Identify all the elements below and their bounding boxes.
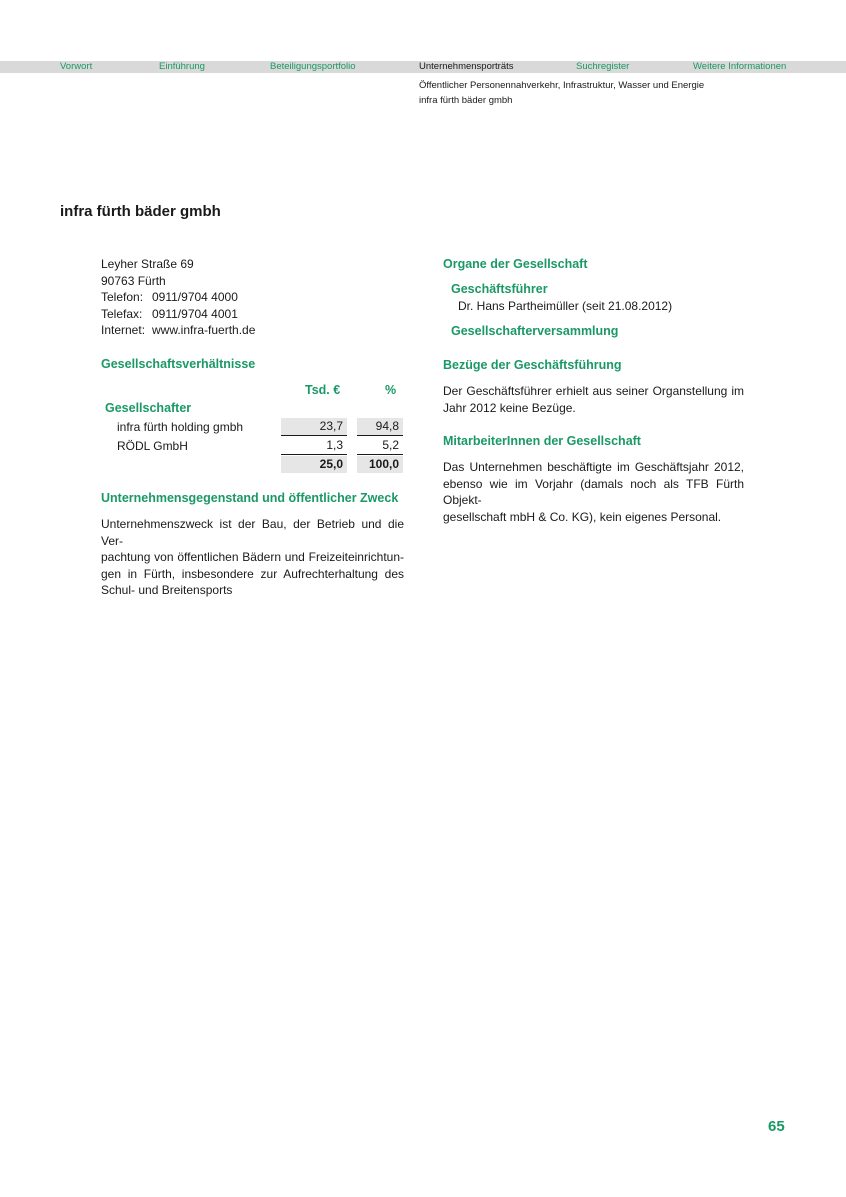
heading-gesellschaftsverhaeltnisse: Gesellschaftsverhältnisse [101, 357, 256, 371]
shareholder-name: RÖDL GmbH [117, 439, 188, 453]
breadcrumb-category: Öffentlicher Personennahverkehr, Infrastruktur, Wasser und Energie [419, 80, 705, 91]
bezuege-line: Der Geschäftsführer erhielt aus seiner Organstellung im [443, 384, 744, 398]
zweck-line: pachtung von öffentlichen Bädern und Freizeiteinrichtun- [101, 550, 404, 564]
shareholder-tsd: 23,7 [281, 418, 347, 435]
heading-geschaeftsfuehrer: Geschäftsführer [451, 282, 548, 296]
phone-label: Telefon: [101, 290, 144, 304]
total-tsd: 25,0 [281, 456, 347, 473]
nav-item-vorwort[interactable]: Vorwort [60, 61, 93, 72]
phone-number: 0911/9704 4000 [152, 290, 238, 304]
shareholder-percent: 94,8 [357, 418, 403, 435]
bezuege-line: Jahr 2012 keine Bezüge. [443, 400, 576, 415]
zweck-line: Unternehmenszweck ist der Bau, der Betrieb und die Ver- [101, 517, 404, 548]
nav-item-weitere-informationen[interactable]: Weitere Informationen [693, 61, 787, 72]
address-city: 90763 Fürth [101, 274, 166, 288]
fax-number: 0911/9704 4001 [152, 307, 238, 321]
col-header-tsd: Tsd. € [305, 383, 341, 397]
heading-unternehmensgegenstand: Unternehmensgegenstand und öffentlicher Zweck [101, 491, 399, 505]
nav-item-beteiligungsportfolio[interactable]: Beteiligungsportfolio [270, 61, 356, 72]
mitarbeiter-line: Das Unternehmen beschäftigte im Geschäftsjahr 2012, [443, 460, 744, 474]
web-label: Internet: [101, 323, 146, 337]
mitarbeiter-paragraph [443, 459, 744, 525]
shareholder-name: infra fürth holding gmbh [117, 420, 244, 434]
geschaeftsfuehrer-name: Dr. Hans Partheimüller (seit 21.08.2012) [458, 299, 673, 313]
total-percent: 100,0 [357, 456, 403, 473]
zweck-paragraph [101, 516, 404, 599]
page-title: infra fürth bäder gmbh [60, 203, 221, 220]
zweck-line: Schul- und Breitensports [101, 583, 233, 597]
shareholder-tsd: 1,3 [326, 438, 343, 452]
table-divider [357, 435, 403, 436]
bezuege-paragraph [443, 383, 744, 416]
nav-item-unternehmensportraets[interactable]: Unternehmensporträts [419, 61, 514, 72]
zweck-line: gen in Fürth, insbesondere zur Aufrechterhaltung des [101, 566, 404, 581]
mitarbeiter-line: gesellschaft mbH & Co. KG), kein eigenes Personal. [443, 509, 722, 524]
table-divider [281, 435, 347, 436]
page-number: 65 [768, 1118, 785, 1135]
heading-bezuege: Bezüge der Geschäftsführung [443, 358, 622, 372]
table-divider [357, 454, 403, 455]
gesellschafter-label: Gesellschafter [105, 401, 192, 415]
nav-item-einfuehrung[interactable]: Einführung [159, 61, 205, 72]
heading-organe: Organe der Gesellschaft [443, 257, 588, 271]
heading-gesellschafterversammlung: Gesellschafterversammlung [451, 324, 619, 338]
fax-label: Telefax: [101, 307, 143, 321]
table-divider [281, 454, 347, 455]
mitarbeiter-line: ebenso wie im Vorjahr (damals noch als TFB Fürth Objekt- [443, 476, 744, 507]
address-street: Leyher Straße 69 [101, 257, 194, 271]
web-link[interactable]: www.infra-fuerth.de [152, 323, 256, 337]
breadcrumb-company: infra fürth bäder gmbh [419, 95, 513, 106]
col-header-percent: % [385, 383, 397, 397]
nav-item-suchregister[interactable]: Suchregister [576, 61, 630, 72]
heading-mitarbeiter: MitarbeiterInnen der Gesellschaft [443, 434, 641, 448]
shareholder-percent: 5,2 [382, 438, 399, 452]
